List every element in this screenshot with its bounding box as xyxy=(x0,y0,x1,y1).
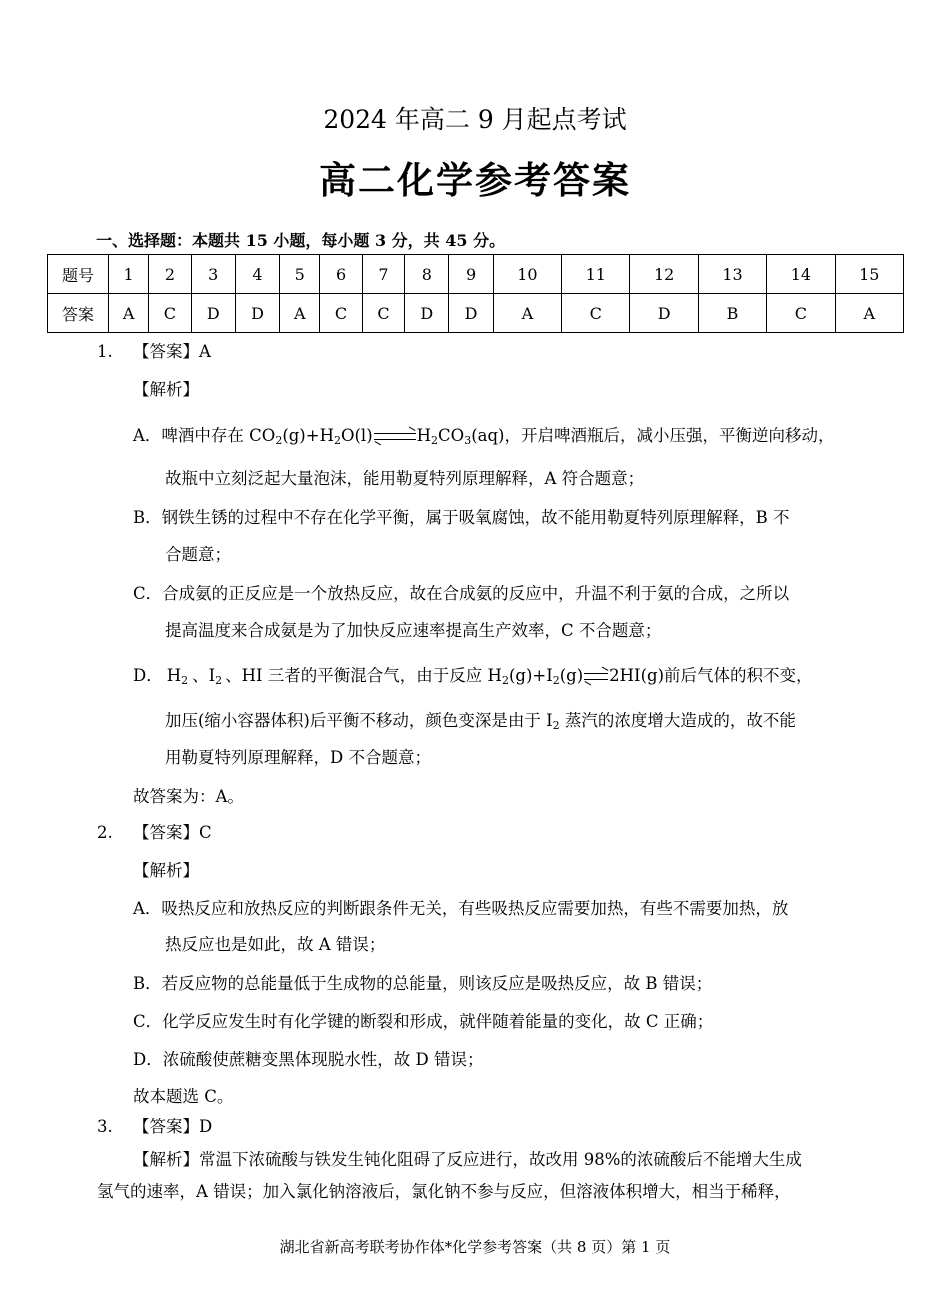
analysis-label: 【解析】 xyxy=(133,861,199,880)
text-span: H xyxy=(166,666,182,685)
text-span: 、 xyxy=(192,666,209,685)
answer-row xyxy=(48,294,904,333)
text-span: (g)+H xyxy=(282,426,334,445)
answer-cell: D xyxy=(449,294,493,333)
option-b-line: B．钢铁生锈的过程中不存在化学平衡，属于吸氧腐蚀，故不能用勒夏特列原理解释，B 不 xyxy=(133,508,790,527)
question-number-cell: 13 xyxy=(698,255,766,294)
page-footer: 湖北省新高考联考协作体*化学参考答案（共 8 页）第 1 页 xyxy=(279,1238,671,1256)
conclusion: 故答案为：A。 xyxy=(133,787,244,806)
question-number-cell: 15 xyxy=(835,255,903,294)
subscript: 2 xyxy=(215,674,223,687)
text-span: I xyxy=(208,666,216,685)
subscript: 2 xyxy=(431,434,439,447)
question-number-cell: 9 xyxy=(449,255,493,294)
option-c-line: C．合成氨的正反应是一个放热反应，故在合成氨的反应中，升温不利于氨的合成，之所以 xyxy=(133,584,790,603)
question-number-cell: 14 xyxy=(767,255,835,294)
row-label-answer: 答案 xyxy=(48,294,109,333)
subscript: 2 xyxy=(275,434,283,447)
question-number-cell: 4 xyxy=(235,255,279,294)
text-span: (g)+I xyxy=(508,666,553,685)
equilibrium-arrow-icon xyxy=(374,432,416,442)
answer-cell: A xyxy=(835,294,903,333)
answer-cell: D xyxy=(191,294,235,333)
document-title: 高二化学参考答案 xyxy=(319,158,631,202)
question-number: 3. xyxy=(97,1117,113,1136)
answer-cell: C xyxy=(362,294,404,333)
answer-label: 【答案】D xyxy=(133,1117,213,1136)
answer-cell: A xyxy=(280,294,320,333)
question-number-cell: 11 xyxy=(562,255,630,294)
analysis-text: 【解析】常温下浓硫酸与铁发生钝化阻碍了反应进行，故改用 98%的浓硫酸后不能增大生成 xyxy=(133,1150,802,1169)
answer-cell: D xyxy=(235,294,279,333)
question-number-cell: 2 xyxy=(149,255,191,294)
option-b-line: B．若反应物的总能量低于生成物的总能量，则该反应是吸热反应，故 B 错误； xyxy=(133,974,713,993)
text-span: O(l) xyxy=(340,426,373,445)
question-number-cell: 8 xyxy=(405,255,449,294)
answer-cell: C xyxy=(562,294,630,333)
subscript: 2 xyxy=(552,674,560,687)
question-number-row xyxy=(48,255,904,294)
question-number-cell: 6 xyxy=(320,255,362,294)
option-d-line: D．浓硫酸使蔗糖变黑体现脱水性，故 D 错误； xyxy=(133,1050,484,1069)
exam-title: 2024 年高二 9 月起点考试 xyxy=(323,105,627,134)
conclusion: 故本题选 C。 xyxy=(133,1087,234,1106)
answer-label: 【答案】A xyxy=(133,342,211,361)
option-a-line-2: 热反应也是如此，故 A 错误； xyxy=(165,935,386,954)
option-a-line-2: 故瓶中立刻泛起大量泡沫，能用勒夏特列原理解释，A 符合题意； xyxy=(165,469,645,488)
question-number: 2. xyxy=(97,823,113,842)
section-heading: 一、选择题：本题共 15 小题，每小题 3 分，共 45 分。 xyxy=(96,231,506,250)
option-c-line: C．化学反应发生时有化学键的断裂和形成，就伴随着能量的变化，故 C 正确； xyxy=(133,1012,714,1031)
subscript: 2 xyxy=(181,674,189,687)
question-number-cell: 3 xyxy=(191,255,235,294)
question-number: 1. xyxy=(97,342,113,361)
subscript: 2 xyxy=(333,434,341,447)
text-span: A．啤酒中存在 CO xyxy=(133,426,276,445)
subscript: 2 xyxy=(501,674,509,687)
equilibrium-arrow-icon xyxy=(584,672,608,682)
analysis-text-line-2: 氢气的速率，A 错误；加入氯化钠溶液后，氯化钠不参与反应，但溶液体积增大，相当于稀释， xyxy=(97,1182,791,1201)
text-span: 加压(缩小容器体积)后平衡不移动，颜色变深是由于 I xyxy=(165,711,553,730)
text-span: CO xyxy=(438,426,465,445)
analysis-label: 【解析】 xyxy=(133,380,199,399)
answer-cell: B xyxy=(698,294,766,333)
text-span: H xyxy=(416,426,432,445)
question-number-cell: 10 xyxy=(493,255,561,294)
answer-cell: A xyxy=(109,294,149,333)
text-span: 、HI 三者的平衡混合气，由于反应 H xyxy=(225,666,502,685)
question-number-cell: 7 xyxy=(362,255,404,294)
answer-label: 【答案】C xyxy=(133,823,212,842)
option-d-line xyxy=(133,666,813,686)
option-a-line: A．吸热反应和放热反应的判断跟条件无关，有些吸热反应需要加热，有些不需要加热，放 xyxy=(133,899,789,918)
answer-table xyxy=(47,254,904,333)
subscript: 2 xyxy=(552,719,560,732)
question-number-cell: 1 xyxy=(109,255,149,294)
option-b-line-2: 合题意； xyxy=(165,545,231,564)
answer-cell: D xyxy=(630,294,698,333)
text-span: D． xyxy=(133,666,163,685)
question-number-cell: 12 xyxy=(630,255,698,294)
answer-cell: C xyxy=(320,294,362,333)
answer-cell: D xyxy=(405,294,449,333)
option-d-line-2 xyxy=(165,711,796,731)
option-c-line-2: 提高温度来合成氨是为了加快反应速率提高生产效率，C 不合题意； xyxy=(165,621,662,640)
option-a-line xyxy=(133,426,834,446)
answer-cell: C xyxy=(767,294,835,333)
answer-cell: C xyxy=(149,294,191,333)
question-number-cell: 5 xyxy=(280,255,320,294)
option-d-line-3: 用勒夏特列原理解释，D 不合题意； xyxy=(165,748,431,767)
answer-cell: A xyxy=(493,294,561,333)
subscript: 3 xyxy=(464,434,472,447)
text-span: 2HI(g)前后气体的积不变， xyxy=(609,666,813,685)
text-span: (g) xyxy=(559,666,584,685)
text-span: 蒸汽的浓度增大造成的，故不能 xyxy=(559,711,796,730)
row-label-number: 题号 xyxy=(48,255,109,294)
text-span: (aq)，开启啤酒瓶后，减小压强，平衡逆向移动， xyxy=(471,426,835,445)
